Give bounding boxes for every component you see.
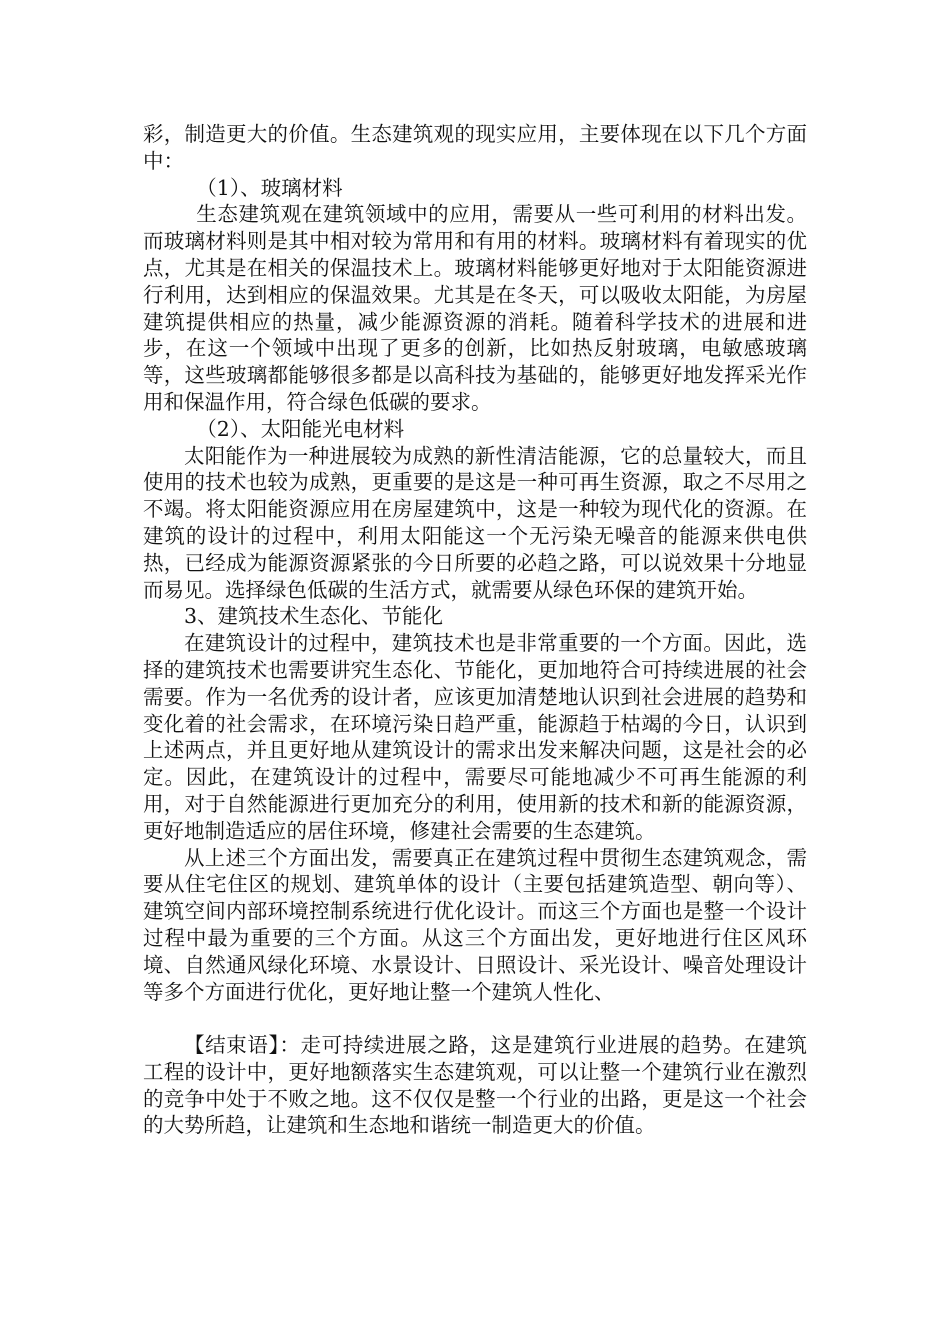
heading-solar-material: （2）、太阳能光电材料 [196,416,405,441]
heading-glass-material: （1）、玻璃材料 [196,175,343,200]
paragraph-three-aspects: 从上述三个方面出发，需要真正在建筑过程中贯彻生态建筑观念，需要从住宅住区的规划、建筑单体的设计（主要包括建筑造型、朝向等）、建筑空间内部环境控制系统进行优化设计。而这三个方面也是整一个设计过程中最为重要的三个方面。从这三个方面出发，更好地进行住区风环境、自然通风绿化环境、水景设计、日照设计、采光设计、噪音处理设计等多个方面进行优化，更好地让整一个建筑人性化、 [143,845,807,1004]
paragraph-glass-material: 生态建筑观在建筑领域中的应用，需要从一些可利用的材料出发。而玻璃材料则是其中相对较为常用和有用的材料。玻璃材料有着现实的优点，尤其是在相关的保温技术上。玻璃材料能够更好地对于太阳能资源进行利用，达到相应的保温效果。尤其是在冬天，可以吸收太阳能，为房屋建筑提供相应的热量，减少能源资源的消耗。随着科学技术的进展和进步，在这一个领域中出现了更多的创新，比如热反射玻璃，电敏感玻璃等，这些玻璃都能够很多都是以高科技为基础的，能够更好地发挥采光作用和保温作用，符合绿色低碳的要求。 [143,202,807,414]
paragraph-solar-material: 太阳能作为一种进展较为成熟的新性清洁能源，它的总量较大，而且使用的技术也较为成熟，更重要的是这是一种可再生资源，取之不尽用之不竭。将太阳能资源应用在房屋建筑中，这是一种较为现代化的资源。在建筑的设计的过程中，利用太阳能这一个无污染无噪音的能源来供电供热，已经成为能源资源紧张的今日所要的必趋之路，可以说效果十分地显而易见。选择绿色低碳的生活方式，就需要从绿色环保的建筑开始。 [143,443,807,602]
document-body [143,121,807,1139]
paragraph-intro: 彩，制造更大的价值。生态建筑观的现实应用，主要体现在以下几个方面中： [143,122,807,173]
heading-building-technology: 3、建筑技术生态化、节能化 [184,604,444,629]
paragraph-building-technology: 在建筑设计的过程中，建筑技术也是非常重要的一个方面。因此，选择的建筑技术也需要讲究生态化、节能化，更加地符合可持续进展的社会需要。作为一名优秀的设计者，应该更加清楚地认识到社会进展的趋势和变化着的社会需求，在环境污染日趋严重，能源趋于枯竭的今日，认识到上述两点，并且更好地从建筑设计的需求出发来解决问题，这是社会的必定。因此，在建筑设计的过程中，需要尽可能地减少不可再生能源的利用，对于自然能源进行更加充分的利用，使用新的技术和新的能源资源，更好地制造适应的居住环境，修建社会需要的生态建筑。 [143,631,807,843]
paragraph-conclusion: 【结束语】：走可持续进展之路，这是建筑行业进展的趋势。在建筑工程的设计中，更好地额落实生态建筑观，可以让整一个建筑行业在激烈的竞争中处于不败之地。这不仅仅是整一个行业的出路，更是这一个社会的大势所趋，让建筑和生态地和谐统一制造更大的价值。 [143,1033,807,1138]
paragraph-gap [143,1005,807,1032]
